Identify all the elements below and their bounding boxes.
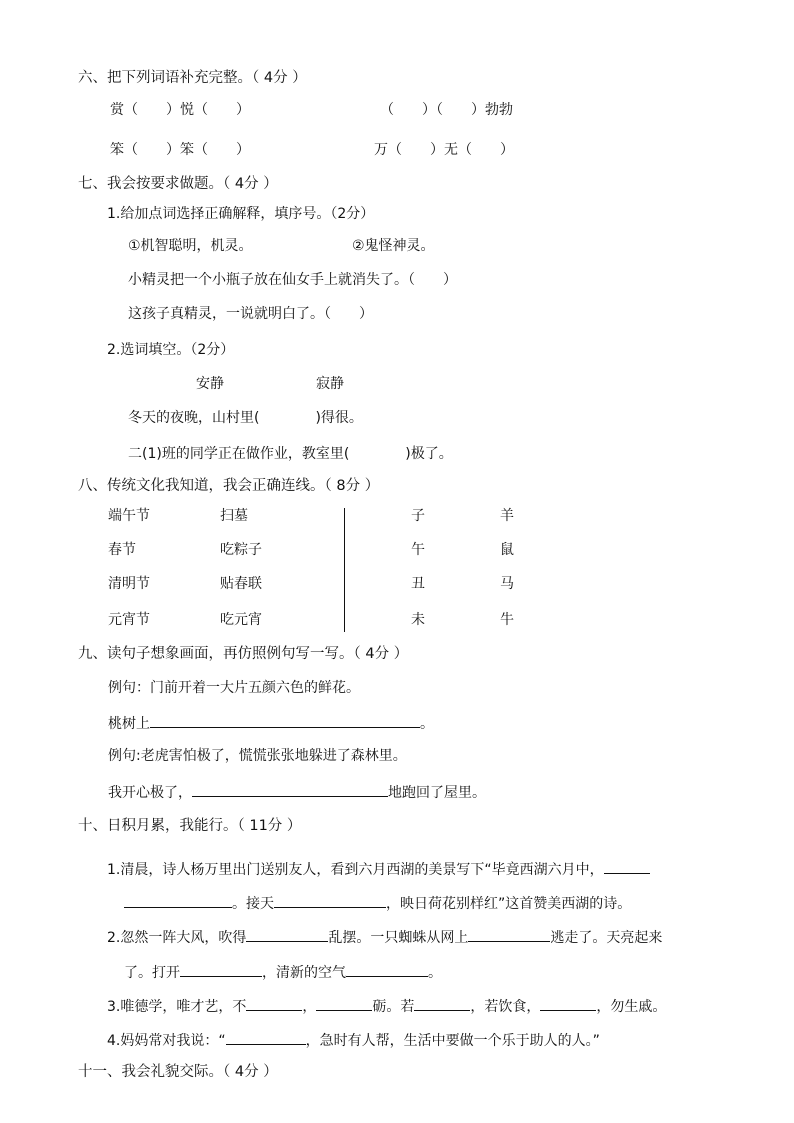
branch-item: 子: [411, 508, 425, 524]
animal-item: 马: [500, 576, 514, 592]
section-11-title: 十一、我会礼貌交际。（ 4分 ）: [78, 1064, 278, 1080]
s7-fill-2: 二(1)班的同学正在做作业，教室里( )极了。: [128, 446, 453, 462]
idiom-1: 赏（ ）悦（ ）: [110, 102, 250, 118]
s7-word-1: 安静: [196, 376, 224, 392]
s10-q2-line-1: 2.忽然一阵大风，吹得 乱摆。一只蜘蛛从网上 逃走了。天亮起来: [107, 926, 662, 948]
custom-item: 吃元宵: [220, 612, 262, 628]
answer-blank[interactable]: [468, 926, 550, 942]
custom-item: 扫墓: [220, 508, 248, 524]
branch-item: 未: [411, 612, 425, 628]
animal-item: 鼠: [500, 542, 514, 558]
answer-blank[interactable]: [124, 892, 232, 908]
idiom-4: 万（ ）无（ ）: [374, 142, 514, 158]
festival-item: 端午节: [108, 508, 150, 524]
answer-blank[interactable]: [346, 961, 428, 977]
section-9-title: 九、读句子想象画面，再仿照例句写一写。（ 4分 ）: [78, 646, 409, 662]
s9-line-1: 桃树上 。: [108, 712, 434, 734]
animal-item: 羊: [500, 508, 514, 524]
s9-example-1: 例句：门前开着一大片五颜六色的鲜花。: [108, 680, 360, 696]
answer-blank[interactable]: [246, 926, 328, 942]
section-6-title: 六、把下列词语补充完整。（ 4分 ）: [78, 70, 307, 86]
answer-blank[interactable]: [246, 995, 302, 1011]
festival-item: 清明节: [108, 576, 150, 592]
answer-blank[interactable]: [150, 712, 420, 728]
answer-blank[interactable]: [274, 892, 386, 908]
answer-blank[interactable]: [414, 995, 470, 1011]
answer-blank[interactable]: [180, 961, 262, 977]
branch-item: 丑: [411, 576, 425, 592]
s10-q1-line-2: 。接天 ，映日荷花别样红”这首赞美西湖的诗。: [124, 892, 631, 914]
s7-sentence-1: 小精灵把一个小瓶子放在仙女手上就消失了。（ ）: [128, 272, 457, 288]
branch-item: 午: [411, 542, 425, 558]
s10-q2-line-2: 了。打开 ，清新的空气 。: [124, 961, 442, 983]
s7-question-1: 1.给加点词选择正确解释，填序号。（2分）: [107, 206, 375, 222]
answer-blank[interactable]: [316, 995, 372, 1011]
s10-q4: 4.妈妈常对我说：“ ，急时有人帮，生活中要做一个乐于助人的人。”: [107, 1029, 600, 1051]
animal-item: 牛: [500, 612, 514, 628]
s7-question-2: 2.选词填空。（2分）: [107, 342, 235, 358]
s7-sentence-2: 这孩子真精灵，一说就明白了。（ ）: [128, 306, 373, 322]
custom-item: 贴春联: [220, 576, 262, 592]
s10-q3: 3.唯德学，唯才艺，不 ， 砺。若 ，若饮食， ，勿生戚。: [107, 995, 666, 1017]
answer-blank[interactable]: [540, 995, 596, 1011]
s7-word-2: 寂静: [316, 376, 344, 392]
s10-q1-line-1: 1.清晨，诗人杨万里出门送别友人，看到六月西湖的美景写下“毕竟西湖六月中，: [107, 858, 650, 880]
section-8-title: 八、传统文化我知道，我会正确连线。（ 8分 ）: [78, 478, 380, 494]
column-divider: [344, 508, 345, 632]
section-10-title: 十、日积月累，我能行。（ 11分 ）: [78, 818, 302, 834]
section-7-title: 七、我会按要求做题。（ 4分 ）: [78, 176, 278, 192]
s7-option-2: ②鬼怪神灵。: [352, 238, 435, 254]
s7-option-1: ①机智聪明，机灵。: [128, 238, 253, 254]
answer-blank[interactable]: [192, 781, 388, 797]
festival-item: 元宵节: [108, 612, 150, 628]
answer-blank[interactable]: [604, 858, 650, 874]
idiom-2: （ ）（ ）勃勃: [380, 102, 513, 118]
idiom-3: 笨（ ）笨（ ）: [110, 142, 250, 158]
s9-example-2: 例句:老虎害怕极了，慌慌张张地躲进了森林里。: [108, 748, 407, 764]
s9-line-2: 我开心极了， 地跑回了屋里。: [108, 781, 486, 803]
s7-fill-1: 冬天的夜晚，山村里( )得很。: [128, 410, 363, 426]
answer-blank[interactable]: [226, 1029, 306, 1045]
custom-item: 吃粽子: [220, 542, 262, 558]
festival-item: 春节: [108, 542, 136, 558]
